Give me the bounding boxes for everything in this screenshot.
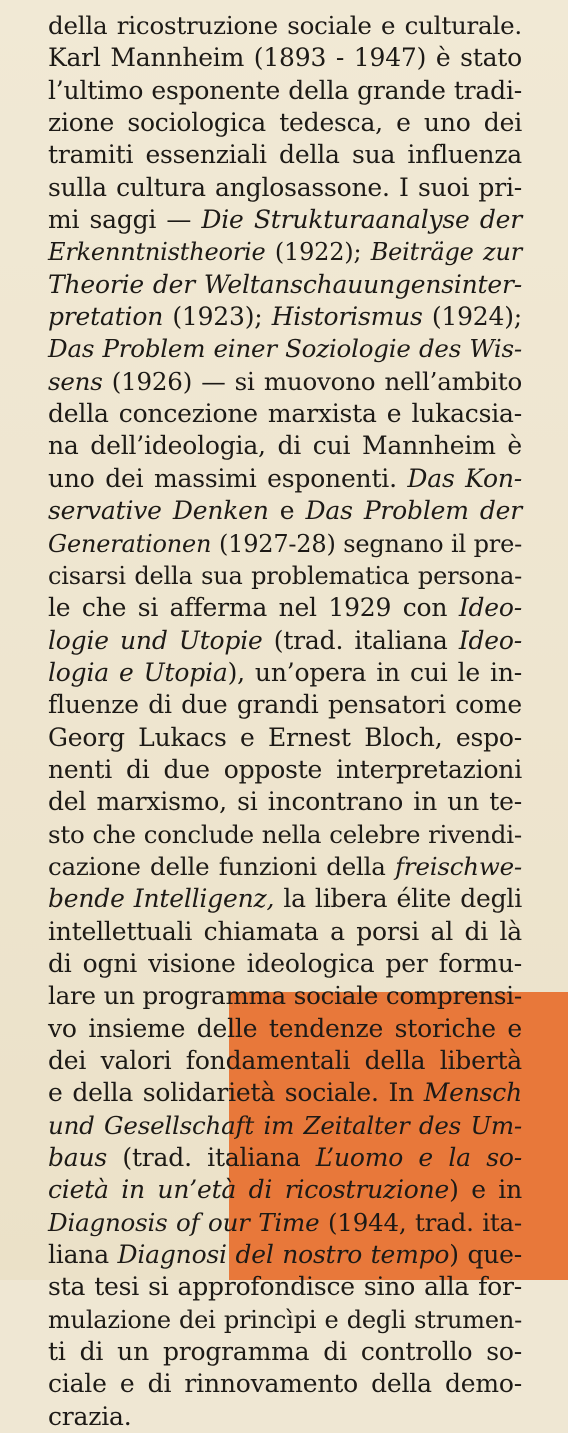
italic-title-text: logie und Utopie [48, 625, 263, 655]
text-segment: di ogni visione ideologica per formu- [48, 948, 522, 978]
text-segment: crazia. [48, 1401, 132, 1431]
italic-title-text: Ideo- [458, 593, 522, 623]
italic-title-text: Generationen [48, 529, 212, 558]
text-segment: le che si afferma nel 1929 con [48, 593, 459, 623]
text-segment: (1926) — si muovono nell’ambito [102, 366, 522, 396]
text-line [48, 107, 522, 139]
text-segment: del marxismo, si incontrano in un te- [48, 787, 522, 817]
text-segment: mulazione dei princìpi e degli strumen- [48, 1305, 522, 1334]
text-line [48, 10, 522, 42]
text-segment: dei valori fondamentali della libertà [48, 1046, 522, 1075]
text-line [48, 1368, 522, 1400]
text-segment: (trad. italiana [262, 625, 459, 655]
text-line [48, 204, 522, 236]
text-segment: uno dei massimi esponenti. [48, 463, 408, 493]
text-line [48, 625, 522, 657]
text-line [48, 172, 522, 204]
text-segment: cazione delle funzioni della [48, 851, 396, 881]
text-segment: vo insieme delle tendenze storiche e [48, 1013, 522, 1043]
italic-title-text: cietà in un’età di ricostruzione [48, 1175, 450, 1205]
text-line [48, 851, 522, 883]
text-segment: na dell’ideologia, di cui Mannheim è [48, 431, 522, 461]
text-segment: fluenze di due grandi pensatori come [48, 690, 522, 720]
text-line [48, 1336, 522, 1368]
text-line [48, 75, 522, 107]
text-line [48, 560, 522, 592]
text-segment: sulla cultura anglosassone. I suoi pri- [48, 172, 522, 202]
text-segment: e [268, 496, 306, 526]
text-line [48, 139, 522, 171]
text-line [48, 1271, 522, 1303]
italic-title-text: und Gesellschaft im Zeitalter des Um- [48, 1110, 522, 1140]
text-line [48, 1239, 522, 1271]
italic-title-text: Mensch [423, 1078, 522, 1108]
italic-title-text: Diagnosi del nostro tempo [117, 1240, 450, 1270]
text-line [48, 1077, 522, 1109]
text-line [48, 948, 522, 980]
italic-title-text: logia e Utopia [48, 657, 228, 687]
text-line [48, 1110, 522, 1142]
text-line [48, 463, 522, 495]
text-line [48, 42, 522, 74]
text-segment: l’ultimo esponente della grande tradi- [48, 75, 522, 105]
text-line [48, 754, 522, 786]
text-line [48, 657, 522, 689]
text-segment: intellettuali chiamata a porsi al di là [48, 916, 522, 946]
text-line [48, 916, 522, 948]
text-line [48, 819, 522, 851]
text-segment: ) e in [449, 1175, 522, 1205]
italic-title-text: bende Intelligenz, [48, 884, 275, 914]
italic-title-text: Das Kon- [407, 463, 522, 493]
text-line [48, 1304, 522, 1336]
text-segment: ), un’opera in cui le in- [227, 657, 522, 687]
text-line [48, 269, 522, 301]
text-line [48, 722, 522, 754]
text-line [48, 1174, 522, 1206]
italic-title-text: servative Denken [48, 496, 269, 526]
text-segment: sto che conclude nella celebre rivendi- [48, 819, 522, 849]
italic-title-text: baus [48, 1143, 108, 1173]
text-segment: (1923); [163, 302, 272, 332]
text-segment: la libera élite degli [274, 884, 522, 914]
text-segment: (1924); [422, 302, 522, 332]
text-line [48, 883, 522, 915]
italic-title-text: Theorie der Weltanschauungensinter- [48, 269, 522, 299]
text-segment: (1927-28) segnano il pre- [211, 529, 522, 558]
text-line [48, 333, 522, 365]
text-line [48, 1013, 522, 1045]
italic-title-text: sens [48, 366, 103, 396]
italic-title-text: Die Strukturaanalyse der [201, 205, 522, 235]
text-segment: tramiti essenziali della sua influenza [48, 140, 522, 170]
text-line [48, 1142, 522, 1174]
text-line [48, 366, 522, 398]
text-line [48, 1207, 522, 1239]
text-segment: e della solidarietà sociale. In [48, 1078, 424, 1108]
text-segment: sta tesi si approfondisce sino alla for- [48, 1272, 522, 1302]
italic-title-text: Diagnosis of our Time [48, 1207, 320, 1237]
text-line [48, 430, 522, 462]
text-segment: zione sociologica tedesca, e uno dei [48, 108, 522, 138]
text-segment: liana [48, 1240, 118, 1270]
text-segment: cisarsi della sua problematica persona- [48, 561, 522, 590]
italic-title-text: pretation [48, 302, 164, 332]
text-segment: lare un programma sociale comprensi- [48, 981, 522, 1011]
body-text [48, 10, 522, 1433]
text-segment: della ricostruzione sociale e culturale. [48, 11, 522, 40]
text-line [48, 495, 522, 527]
text-segment: (trad. italiana [107, 1143, 316, 1173]
text-segment: mi saggi — [48, 205, 202, 235]
italic-title-text: Das Problem der [305, 496, 523, 526]
text-segment: ti di un programma di controllo so- [48, 1337, 522, 1367]
italic-title-text: Das Problem einer Soziologie des Wis- [48, 334, 522, 364]
text-segment: Georg Lukacs e Ernest Bloch, espo- [48, 722, 522, 752]
text-line [48, 301, 522, 333]
text-segment: ciale e di rinnovamento della demo- [48, 1369, 522, 1399]
text-line [48, 528, 522, 560]
text-line [48, 236, 522, 268]
text-line [48, 1401, 522, 1433]
text-line [48, 592, 522, 624]
text-line [48, 786, 522, 818]
italic-title-text: Ideo- [458, 625, 522, 655]
italic-title-text: Beiträge zur [370, 238, 522, 267]
text-segment: della concezione marxista e lukacsia- [48, 399, 522, 429]
text-segment: (1922); [265, 238, 371, 267]
italic-title-text: Historismus [271, 302, 423, 332]
text-segment: ) que- [449, 1240, 522, 1270]
text-line [48, 980, 522, 1012]
text-segment: nenti di due opposte interpretazioni [48, 754, 522, 784]
text-line [48, 689, 522, 721]
text-segment: (1944, trad. ita- [319, 1207, 522, 1237]
text-segment: Karl Mannheim (1893 - 1947) è stato [48, 43, 522, 73]
text-line [48, 1045, 522, 1077]
italic-title-text: Erkenntnistheorie [48, 238, 266, 267]
italic-title-text: L’uomo e la so- [315, 1143, 522, 1173]
italic-title-text: freischwe- [395, 851, 522, 881]
text-line [48, 398, 522, 430]
